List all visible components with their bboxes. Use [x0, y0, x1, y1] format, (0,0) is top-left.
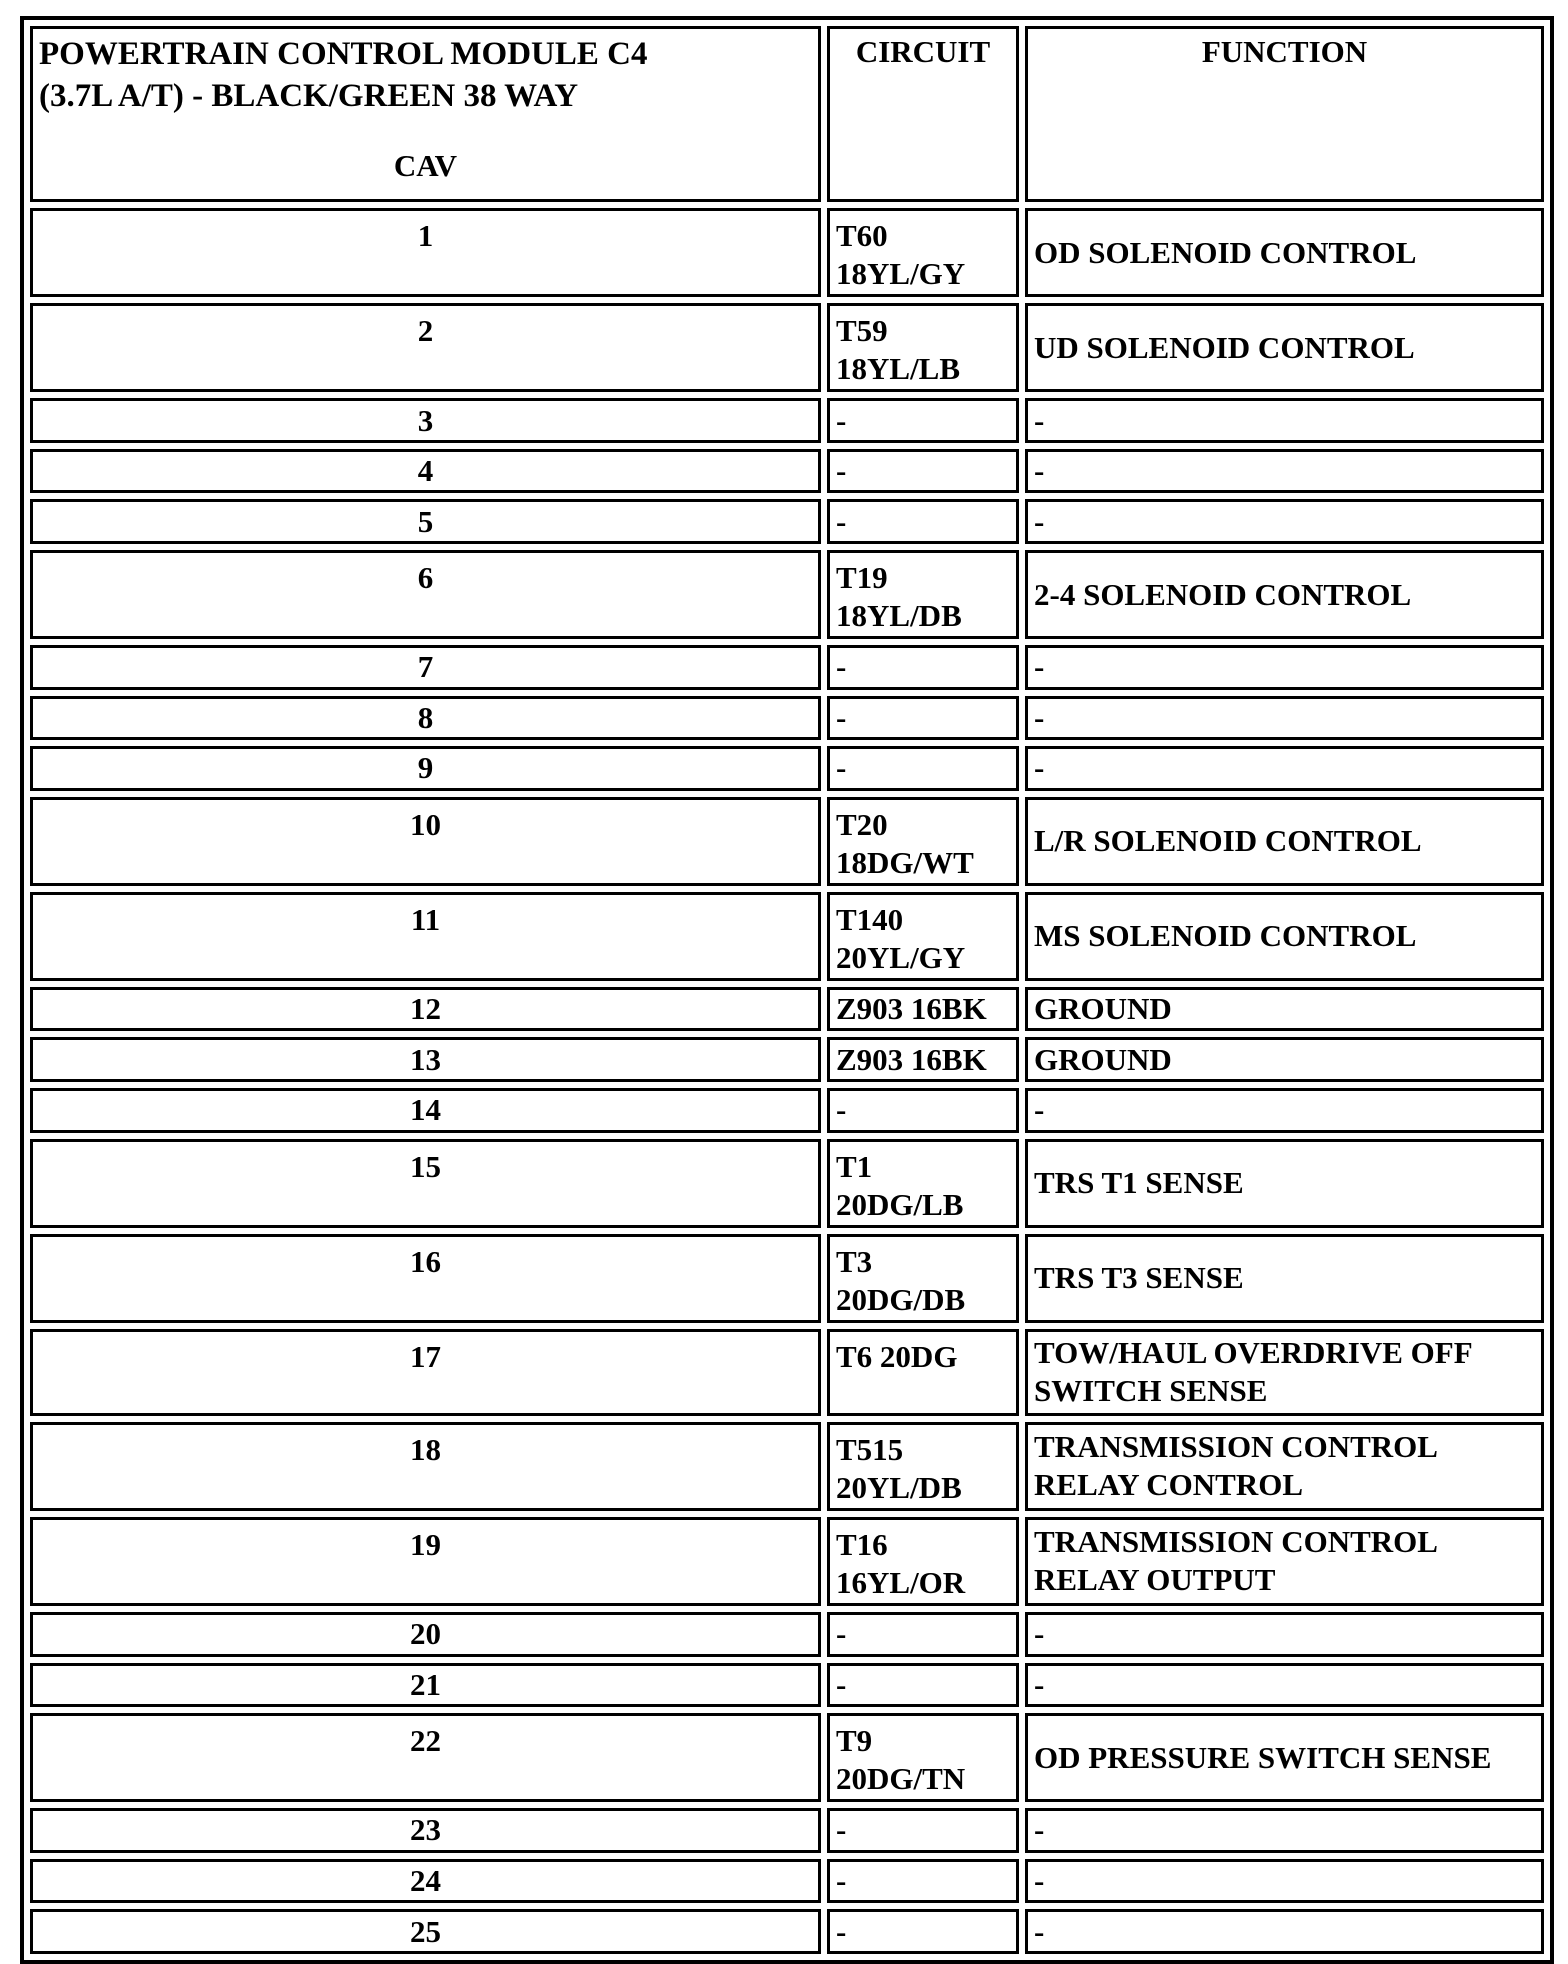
cav-cell-text: 22 [410, 1723, 441, 1759]
cav-cell-text: 9 [417, 750, 434, 786]
function-cell [1025, 303, 1544, 392]
circuit-cell-text: T1 20DG/LB [836, 1148, 964, 1222]
cav-cell [30, 1037, 821, 1082]
circuit-cell-text: T19 18YL/DB [836, 560, 962, 633]
cav-cell-text: 7 [417, 649, 434, 685]
circuit-cell-text: T20 18DG/WT [836, 806, 974, 880]
function-cell [1025, 1088, 1544, 1133]
table-row [30, 1234, 1544, 1323]
circuit-cell-text: Z903 16BK [836, 991, 987, 1027]
function-cell [1025, 1037, 1544, 1082]
function-cell-text: MS SOLENOID CONTROL [1034, 918, 1417, 954]
table-row [30, 892, 1544, 981]
circuit-cell-text: T60 18YL/GY [836, 218, 966, 292]
table-row [30, 1139, 1544, 1228]
function-cell [1025, 1859, 1544, 1904]
circuit-cell [827, 398, 1019, 443]
cav-cell [30, 499, 821, 544]
function-cell [1025, 1909, 1544, 1954]
cav-cell-text: 3 [417, 402, 434, 438]
function-cell-text: OD PRESSURE SWITCH SENSE [1034, 1739, 1492, 1775]
circuit-cell [827, 1329, 1019, 1416]
cav-cell [30, 1422, 821, 1511]
circuit-cell [827, 746, 1019, 791]
function-cell-text: TOW/HAUL OVERDRIVE OFF SWITCH SENSE [1034, 1335, 1473, 1409]
circuit-cell-text: - [836, 503, 847, 539]
circuit-cell [827, 208, 1019, 297]
cav-cell-text: 23 [410, 1812, 441, 1848]
cav-cell-text: 25 [410, 1913, 441, 1949]
cav-cell-text: 14 [410, 1092, 441, 1128]
function-cell [1025, 1422, 1544, 1511]
cav-cell-text: 5 [417, 503, 434, 539]
function-cell [1025, 1713, 1544, 1802]
function-cell [1025, 1808, 1544, 1853]
circuit-cell [827, 449, 1019, 494]
cav-cell [30, 208, 821, 297]
circuit-cell-text: - [836, 750, 847, 786]
cav-cell-text: 17 [410, 1338, 441, 1374]
table-row [30, 1808, 1544, 1853]
cav-cell [30, 1329, 821, 1416]
function-cell [1025, 892, 1544, 981]
cav-cell [30, 303, 821, 392]
function-cell-text: - [1034, 1092, 1045, 1128]
cav-cell-text: 4 [417, 453, 434, 489]
function-cell-text: 2-4 SOLENOID CONTROL [1034, 576, 1412, 612]
cav-cell [30, 987, 821, 1032]
table-row [30, 449, 1544, 494]
cav-cell [30, 1909, 821, 1954]
circuit-cell [827, 1234, 1019, 1323]
table-row [30, 645, 1544, 690]
function-cell [1025, 550, 1544, 639]
cav-cell [30, 746, 821, 791]
table-row [30, 696, 1544, 741]
function-cell-text: - [1034, 453, 1045, 489]
function-cell [1025, 1329, 1544, 1416]
header-cell-function [1025, 26, 1544, 202]
header-row [30, 26, 1544, 202]
cav-cell [30, 1808, 821, 1853]
function-cell-text: - [1034, 503, 1045, 539]
table-row [30, 987, 1544, 1032]
circuit-cell [827, 1859, 1019, 1904]
function-cell [1025, 645, 1544, 690]
cav-cell-text: 13 [410, 1041, 441, 1077]
cav-cell-text: 1 [417, 218, 434, 254]
cav-cell [30, 1612, 821, 1657]
connector-pinout-table [20, 16, 1554, 1964]
cav-cell-text: 16 [410, 1243, 441, 1279]
circuit-cell [827, 696, 1019, 741]
function-cell [1025, 208, 1544, 297]
circuit-cell [827, 987, 1019, 1032]
table-row [30, 1612, 1544, 1657]
circuit-cell-text: T140 20YL/GY [836, 901, 966, 975]
function-cell-text: UD SOLENOID CONTROL [1034, 329, 1415, 365]
circuit-cell-text: - [836, 1863, 847, 1898]
circuit-cell-text: - [836, 402, 847, 438]
cav-cell [30, 797, 821, 886]
function-cell [1025, 1139, 1544, 1228]
function-cell-text: GROUND [1034, 991, 1172, 1027]
circuit-cell [827, 1517, 1019, 1606]
connector-title: POWERTRAIN CONTROL MODULE C4 (3.7L A/T) - BLACK/GREEN 38 WAY [39, 36, 648, 114]
function-cell [1025, 696, 1544, 741]
function-cell-text: OD SOLENOID CONTROL [1034, 234, 1417, 270]
cav-cell-text: 18 [410, 1431, 441, 1467]
column-header-circuit: CIRCUIT [855, 34, 991, 69]
table-body [30, 26, 1544, 1954]
table-row [30, 550, 1544, 639]
circuit-cell-text: - [836, 1666, 847, 1702]
function-cell [1025, 1663, 1544, 1708]
circuit-cell-text: - [836, 453, 847, 489]
circuit-cell-text: T6 20DG [836, 1338, 958, 1374]
function-cell-text: - [1034, 750, 1045, 786]
circuit-cell [827, 1909, 1019, 1954]
circuit-cell-text: T59 18YL/LB [836, 313, 961, 387]
circuit-cell [827, 1663, 1019, 1708]
table-row [30, 1663, 1544, 1708]
cav-cell-text: 12 [410, 991, 441, 1027]
circuit-cell [827, 1808, 1019, 1853]
cav-cell [30, 1234, 821, 1323]
table-row [30, 1422, 1544, 1511]
circuit-cell [827, 892, 1019, 981]
column-header-cav: CAV [393, 148, 458, 183]
function-cell-text: GROUND [1034, 1041, 1172, 1077]
cav-cell-text: 21 [410, 1666, 441, 1702]
table-row [30, 1088, 1544, 1133]
circuit-cell [827, 1139, 1019, 1228]
cav-cell-text: 11 [410, 901, 441, 937]
cav-cell-text: 20 [410, 1616, 441, 1652]
circuit-cell-text: - [836, 1616, 847, 1652]
circuit-cell [827, 1612, 1019, 1657]
circuit-cell-text: - [836, 1092, 847, 1128]
circuit-cell-text: T16 16YL/OR [836, 1526, 966, 1600]
circuit-cell [827, 550, 1019, 639]
circuit-cell-text: T9 20DG/TN [836, 1723, 966, 1797]
circuit-cell [827, 797, 1019, 886]
cav-cell-text: 2 [417, 313, 434, 349]
circuit-cell [827, 645, 1019, 690]
cav-cell [30, 1139, 821, 1228]
function-cell-text: - [1034, 1812, 1045, 1848]
cav-cell [30, 645, 821, 690]
circuit-cell [827, 499, 1019, 544]
function-cell-text: - [1034, 649, 1045, 685]
function-cell-text: - [1034, 1913, 1045, 1949]
cav-cell-text: 8 [417, 699, 434, 735]
circuit-cell [827, 303, 1019, 392]
circuit-cell [827, 1088, 1019, 1133]
circuit-cell-text: - [836, 1812, 847, 1848]
function-cell-text: TRANSMISSION CONTROL RELAY CONTROL [1034, 1429, 1438, 1503]
function-cell [1025, 797, 1544, 886]
function-cell-text: TRS T3 SENSE [1034, 1260, 1244, 1296]
function-cell-text: TRANSMISSION CONTROL RELAY OUTPUT [1034, 1524, 1438, 1598]
function-cell-text: L/R SOLENOID CONTROL [1034, 823, 1422, 859]
table-row [30, 1859, 1544, 1904]
cav-cell [30, 449, 821, 494]
table-row [30, 303, 1544, 392]
function-cell-text: TRS T1 SENSE [1034, 1165, 1244, 1201]
function-cell [1025, 398, 1544, 443]
table-row [30, 1329, 1544, 1416]
cav-cell [30, 696, 821, 741]
cav-cell [30, 892, 821, 981]
table-row [30, 1909, 1544, 1954]
function-cell [1025, 1517, 1544, 1606]
circuit-cell-text: - [836, 649, 847, 685]
circuit-cell-text: Z903 16BK [836, 1041, 987, 1077]
function-cell [1025, 449, 1544, 494]
table-row [30, 1517, 1544, 1606]
cav-cell-text: 15 [410, 1148, 441, 1184]
column-header-function: FUNCTION [1201, 34, 1368, 69]
cav-cell [30, 550, 821, 639]
header-cell-title [30, 26, 821, 202]
circuit-cell-text: - [836, 1913, 847, 1949]
function-cell [1025, 1234, 1544, 1323]
cav-cell [30, 398, 821, 443]
function-cell-text: - [1034, 699, 1045, 735]
function-cell-text: - [1034, 1616, 1045, 1652]
cav-cell [30, 1859, 821, 1904]
header-cell-circuit [827, 26, 1019, 202]
circuit-cell-text: T3 20DG/DB [836, 1243, 966, 1317]
table-row [30, 746, 1544, 791]
function-cell [1025, 499, 1544, 544]
cav-cell-text: 10 [410, 806, 441, 842]
cav-cell [30, 1517, 821, 1606]
cav-cell-text: 24 [410, 1863, 441, 1898]
function-cell-text: - [1034, 1863, 1045, 1898]
cav-cell-text: 6 [417, 560, 434, 595]
table-row [30, 208, 1544, 297]
cav-cell [30, 1088, 821, 1133]
circuit-cell [827, 1037, 1019, 1082]
function-cell-text: - [1034, 402, 1045, 438]
circuit-cell-text: T515 20YL/DB [836, 1431, 962, 1505]
circuit-cell [827, 1713, 1019, 1802]
function-cell [1025, 1612, 1544, 1657]
cav-cell [30, 1663, 821, 1708]
cav-cell-text: 19 [410, 1526, 441, 1562]
table-row [30, 398, 1544, 443]
function-cell [1025, 987, 1544, 1032]
table-row [30, 1037, 1544, 1082]
cav-cell [30, 1713, 821, 1802]
function-cell-text: - [1034, 1666, 1045, 1702]
circuit-cell-text: - [836, 699, 847, 735]
table-row [30, 1713, 1544, 1802]
circuit-cell [827, 1422, 1019, 1511]
table-row [30, 499, 1544, 544]
table-row [30, 797, 1544, 886]
function-cell [1025, 746, 1544, 791]
